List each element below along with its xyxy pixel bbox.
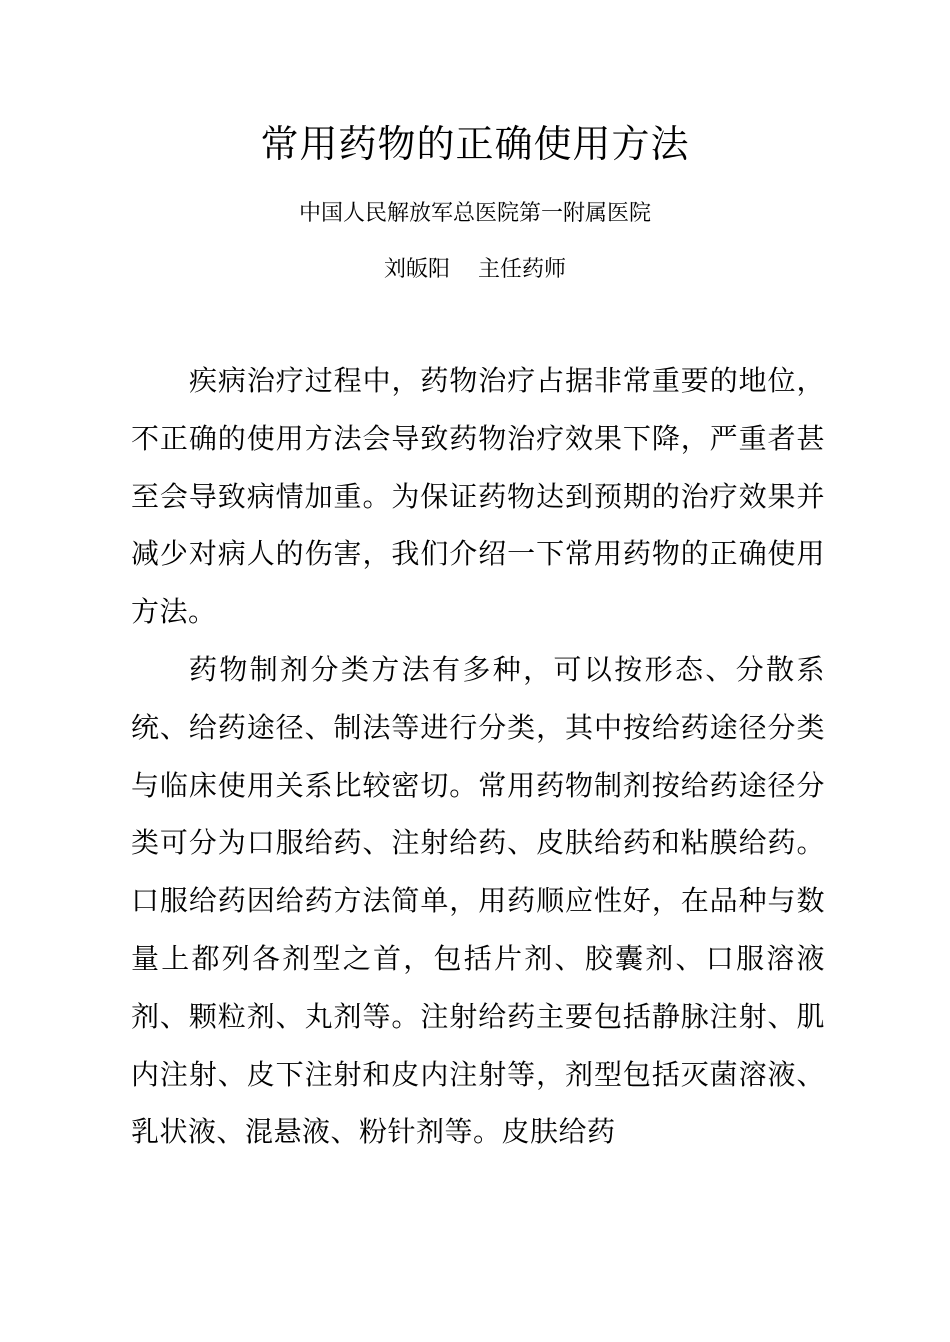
document-title: 常用药物的正确使用方法 <box>260 122 690 166</box>
document-body <box>131 352 825 1161</box>
author-line: 刘皈阳 主任药师 <box>384 257 566 282</box>
paragraph-intro: 疾病治疗过程中，药物治疗占据非常重要的地位，不正确的使用方法会导致药物治疗效果下降，严重者甚至会导致病情加重。为保证药物达到预期的治疗效果并减少对病人的伤害，我们介绍一下常用药物的正确使用方法。 <box>131 364 825 629</box>
paragraph-classification: 药物制剂分类方法有多种，可以按形态、分散系统、给药途径、制法等进行分类，其中按给药途径分类与临床使用关系比较密切。常用药物制剂按给药途径分类可分为口服给药、注射给药、皮肤给药和粘膜给药。口服给药因给药方法简单，用药顺应性好，在品种与数量上都列各剂型之首，包括片剂、胶囊剂、口服溶液剂、颗粒剂、丸剂等。注射给药主要包括静脉注射、肌内注射、皮下注射和皮内注射等，剂型包括灭菌溶液、乳状液、混悬液、粉针剂等。皮肤给药 <box>131 652 825 1149</box>
author-organization: 中国人民解放军总医院第一附属医院 <box>298 201 651 226</box>
